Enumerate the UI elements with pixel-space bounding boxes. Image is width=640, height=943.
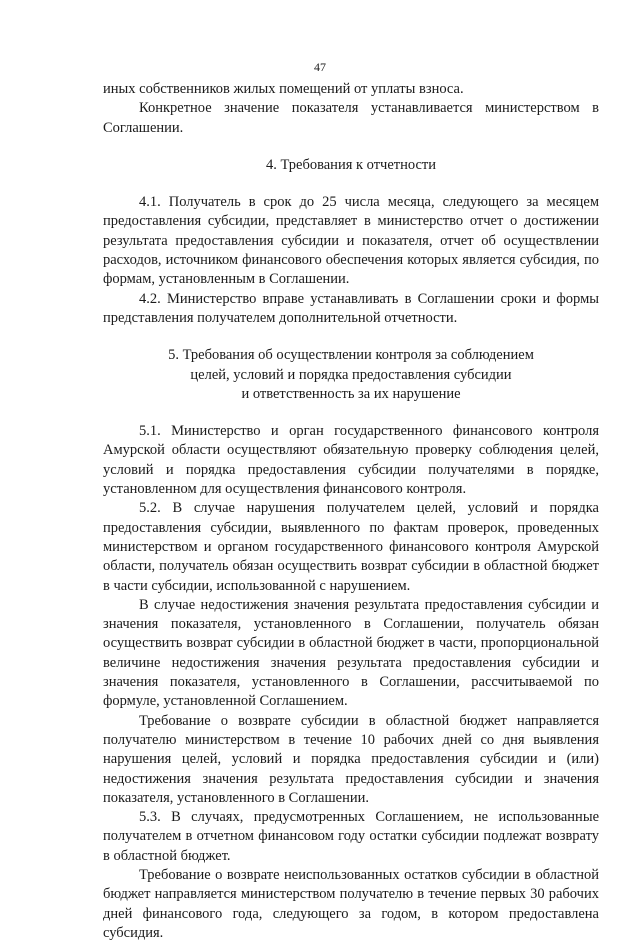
spacer [103, 138, 599, 156]
paragraph: иных собственников жилых помещений от уплаты взноса. [103, 81, 464, 97]
paragraph: 5.1. Министерство и орган государственного финансового контроля Амурской области осуществляют обязательную проверку соблюдения целей, условий и порядка предоставления субсидии получателями в порядке, установленном для осуществления финансового контроля. [103, 423, 599, 498]
paragraph: 4.2. Министерство вправе устанавливать в Соглашении сроки и формы представления получателем дополнительной отчетности. [103, 290, 599, 326]
spacer [103, 175, 599, 193]
section-heading [103, 346, 599, 404]
paragraph: 5.2. В случае нарушения получателем целей, условий и порядка предоставления субсидии, выявленного по фактам проверок, проведенных министерством и органом государственного финансового контроля Амурской области, получатель обязан осуществить возврат субсидии в областной бюджет в части субсидии, использованной с нарушением. [103, 500, 599, 594]
paragraph: 4.1. Получатель в срок до 25 числа месяца, следующего за месяцем предоставления субсидии, представляет в министерство отчет о достижении результата предоставления субсидии и показателя, отчет об осуществлении расходов, источником финансового обеспечения которых является субсидия, по формам, установленным в Соглашении. [103, 194, 599, 288]
paragraph: В случае недостижения значения результата предоставления субсидии и значения показателя, установленного в Соглашении, получатель обязан осуществить возврат субсидии в областной бюджет в части, пропорциональной величине недостижения значения результата предоставления субсидии и значения показателя, установленного в Соглашении, рассчитываемой по формуле, установленной Соглашением. [103, 596, 599, 710]
section-heading-line: 5. Требования об осуществлении контроля за соблюдением [168, 347, 534, 364]
spacer [103, 404, 599, 422]
spacer [103, 328, 599, 346]
section-heading [103, 156, 599, 175]
paragraph: 5.3. В случаях, предусмотренных Соглашением, не использованные получателем в отчетном финансовом году остатки субсидии подлежат возврату в областной бюджет. [103, 809, 599, 864]
paragraph: Конкретное значение показателя устанавливается министерством в Соглашении. [103, 100, 599, 136]
document-body [103, 80, 599, 943]
section-heading-line: 4. Требования к отчетности [265, 156, 437, 173]
page-number: 47 [314, 60, 326, 74]
section-heading-line: целей, условий и порядка предоставления субсидии [190, 366, 512, 383]
section-heading-line: и ответственность за их нарушение [241, 385, 461, 402]
paragraph: Требование о возврате субсидии в областной бюджет направляется получателю министерством в течение 10 рабочих дней со дня выявления нарушения целей, условий и порядка предоставления субсидии и (или) недостижения значения результата предоставления субсидии и значения показателя, установленного в Соглашении. [103, 712, 599, 806]
paragraph: Требование о возврате неиспользованных остатков субсидии в областной бюджет направляется министерством получателю в течение первых 30 рабочих дней финансового года, следующего за годом, в котором предоставлена субсидия. [103, 866, 599, 941]
